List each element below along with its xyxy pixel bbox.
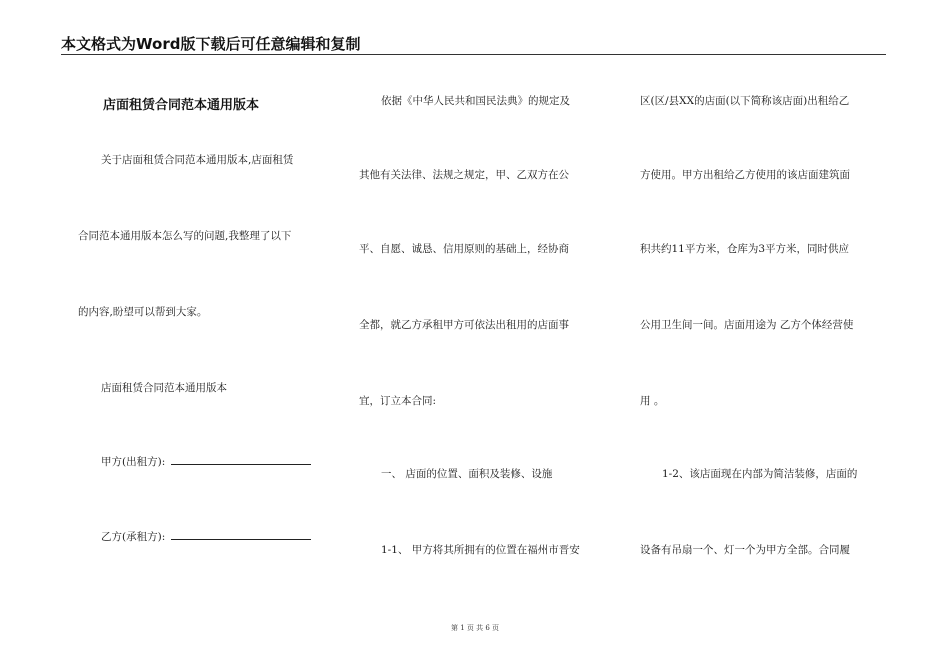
party-b-line [101,529,311,544]
paragraph-line: 公用卫生间一间。店面用途为 乙方个体经营使 [640,319,854,331]
party-a-line [101,454,311,469]
party-b-label: 乙方(承租方): [101,531,169,543]
header-rule [61,54,886,55]
page-footer: 第 1 页 共 6 页 [450,624,500,632]
paragraph-line: 1-2、该店面现在内部为简洁装修，店面的 [662,468,858,480]
paragraph-line: 宜，订立本合同: [359,395,437,407]
paragraph-line: 店面租赁合同范本通用版本 [101,382,227,394]
party-b-blank [171,529,311,540]
party-a-label: 甲方(出租方): [101,456,169,468]
paragraph-line: 其他有关法律、法规之规定，甲、乙双方在公 [359,169,569,181]
paragraph-line: 方使用。甲方出租给乙方使用的该店面建筑面 [640,169,850,181]
paragraph-line: 关于店面租赁合同范本通用版本,店面租赁 [101,154,294,166]
paragraph-line: 设备有吊扇一个、灯一个为甲方全部。合同履 [640,544,850,556]
party-a-blank [171,454,311,465]
paragraph-line: 的内容,盼望可以帮到大家。 [78,306,208,318]
paragraph-line: 合同范本通用版本怎么写的问题,我整理了以下 [78,230,292,242]
paragraph-line: 平、自愿、诚恳、信用原则的基础上，经协商 [359,243,569,255]
page-header-title: 本文格式为Word版下载后可任意编辑和复制 [61,35,361,53]
paragraph-line: 用 。 [640,395,665,407]
paragraph-line: 全都，就乙方承租甲方可依法出租用的店面事 [359,319,569,331]
paragraph-line: 1-1、 甲方将其所拥有的位置在福州市晋安 [381,544,580,556]
document-title: 店面租赁合同范本通用版本 [103,98,260,113]
section-heading: 一、 店面的位置、面积及装修、设施 [381,468,553,480]
paragraph-line: 积共约11平方米，仓库为3平方米，同时供应 [640,243,850,255]
paragraph-line: 区(区/县XX的店面(以下简称该店面)出租给乙 [640,95,850,107]
paragraph-line: 依据《中华人民共和国民法典》的规定及 [381,95,570,107]
